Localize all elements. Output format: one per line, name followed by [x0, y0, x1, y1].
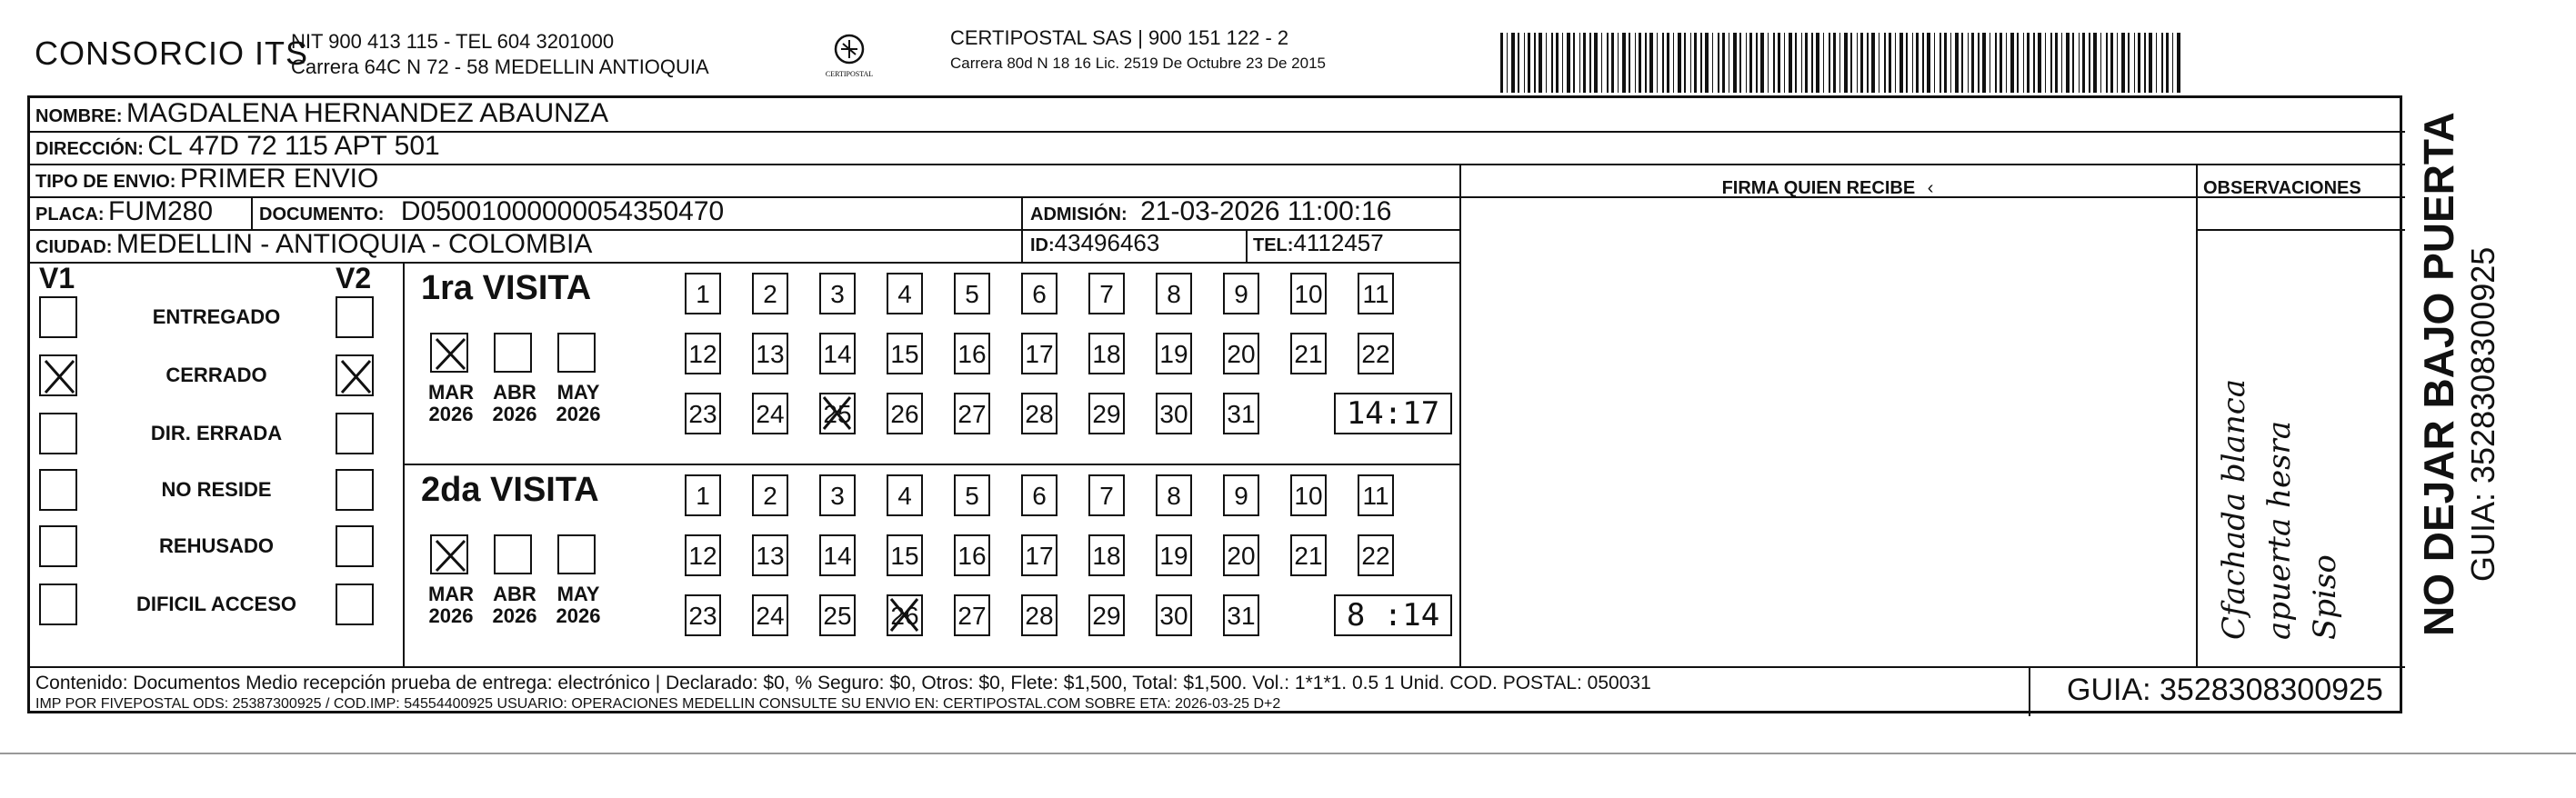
day-box[interactable]: 17 — [1021, 534, 1057, 576]
barcode-bar — [1768, 33, 1769, 93]
day-box[interactable]: 23 — [685, 594, 721, 636]
company-address: Carrera 64C N 72 - 58 MEDELLIN ANTIOQUIA — [291, 55, 709, 78]
nit-line: NIT 900 413 115 - TEL 604 3201000 — [291, 30, 615, 53]
barcode-bar — [1583, 33, 1586, 93]
placa-label: PLACA: — [35, 204, 105, 224]
month-checkbox[interactable] — [557, 333, 596, 373]
barcode-bar — [1562, 33, 1563, 93]
month-label — [546, 584, 610, 627]
day-box[interactable]: 16 — [954, 534, 990, 576]
barcode-bar — [1906, 33, 1908, 93]
month-year: 2026 — [492, 403, 537, 425]
day-box[interactable]: 30 — [1156, 594, 1192, 636]
barcode-bar — [2023, 33, 2024, 93]
v1-checkbox-0[interactable] — [39, 296, 77, 338]
day-box[interactable]: 28 — [1021, 393, 1057, 434]
documento-row — [259, 196, 724, 227]
visit-time[interactable]: 14:17 — [1334, 393, 1452, 434]
barcode-bar — [1857, 33, 1858, 93]
day-box[interactable]: 4 — [887, 474, 923, 516]
v2-checkbox-3[interactable] — [336, 469, 374, 511]
barcode-bar — [1829, 33, 1830, 93]
barcode-bar — [1594, 33, 1598, 93]
barcode-bar — [2134, 33, 2135, 93]
barcode-bar — [1816, 33, 1819, 93]
signature-area[interactable] — [1462, 231, 2194, 663]
company-info — [291, 29, 709, 80]
day-box[interactable]: 10 — [1290, 273, 1327, 314]
barcode-bar — [1805, 33, 1808, 93]
barcode-bar — [1899, 33, 1903, 93]
barcode-bar — [1746, 33, 1747, 93]
month-label — [419, 584, 483, 627]
barcode-bar — [2079, 33, 2080, 93]
month-checkbox[interactable] — [494, 333, 532, 373]
v1-checkbox-4[interactable] — [39, 525, 77, 567]
admision-value: 21-03-2026 11:00:16 — [1140, 196, 1392, 226]
barcode-bar — [1546, 33, 1547, 93]
visit-time[interactable]: 8 :14 — [1334, 594, 1452, 636]
v2-checkbox-1[interactable] — [336, 354, 374, 396]
barcode-bar — [2110, 33, 2113, 93]
placa-row — [35, 196, 213, 227]
barcode-bar — [1884, 33, 1886, 93]
day-box[interactable]: 11 — [1358, 474, 1394, 516]
tear-line — [0, 753, 2576, 754]
barcode-bar — [1982, 33, 1986, 93]
barcode-bar — [1795, 33, 1797, 93]
barcode-bar — [1784, 33, 1785, 93]
day-box[interactable]: 22 — [1358, 534, 1394, 576]
day-box[interactable]: 1 — [685, 474, 721, 516]
barcode-bar — [1934, 33, 1935, 93]
barcode-bar — [1867, 33, 1869, 93]
barcode-bar — [1539, 33, 1542, 93]
day-box[interactable]: 29 — [1088, 594, 1125, 636]
day-box[interactable]: 28 — [1021, 594, 1057, 636]
barcode-bar — [1995, 33, 1997, 93]
day-box[interactable]: 6 — [1021, 273, 1057, 314]
direccion-label: DIRECCIÓN: — [35, 139, 144, 159]
barcode-bar — [1839, 33, 1840, 93]
barcode-bar — [1500, 33, 1503, 93]
direccion-value: CL 47D 72 115 APT 501 — [147, 131, 440, 161]
day-box[interactable]: 31 — [1223, 393, 1259, 434]
barcode-bar — [2017, 33, 2019, 93]
month-label — [546, 382, 610, 425]
barcode-bar — [2172, 33, 2173, 93]
barcode-bar — [1778, 33, 1780, 93]
barcode-bar — [2128, 33, 2130, 93]
barcode-bar — [2006, 33, 2007, 93]
barcode-bar — [1756, 33, 1758, 93]
day-box[interactable]: 5 — [954, 273, 990, 314]
barcode-bar — [2010, 33, 2014, 93]
barcode-bar — [1639, 33, 1641, 93]
month-year: 2026 — [556, 403, 601, 425]
barcode-bar — [2072, 33, 2074, 93]
barcode-bar — [1860, 33, 1863, 93]
status-label: REHUSADO — [159, 534, 274, 557]
nombre-row — [35, 98, 608, 129]
barcode-bar — [1718, 33, 1719, 93]
barcode-bar — [1611, 33, 1614, 93]
barcode-bar — [1961, 33, 1963, 93]
logo-text: CERTIPOSTAL — [825, 70, 874, 78]
month-year: 2026 — [556, 604, 601, 627]
day-box[interactable]: 13 — [752, 333, 788, 374]
barcode-bar — [1912, 33, 1913, 93]
id-label: ID: — [1030, 235, 1055, 255]
barcode-bar — [1511, 33, 1515, 93]
v2-label: V2 — [336, 262, 372, 294]
tipo-label: TIPO DE ENVIO: — [35, 172, 176, 192]
v1-checkbox-5[interactable] — [39, 584, 77, 625]
barcode-bar — [1601, 33, 1602, 93]
barcode-bar — [2161, 33, 2163, 93]
barcode-bar — [1618, 33, 1619, 93]
barcode-bar — [1629, 33, 1630, 93]
barcode-bar — [1667, 33, 1669, 93]
guia-number: GUIA: 3528308300925 — [2067, 673, 2383, 707]
admision-row — [1030, 196, 1391, 227]
day-box[interactable]: 9 — [1223, 474, 1259, 516]
barcode-bar — [1944, 33, 1947, 93]
barcode-bar — [1518, 33, 1519, 93]
courier-info — [950, 25, 1326, 76]
footer-imp: IMP POR FIVEPOSTAL ODS: 25387300925 / COD.IMP: 54554400925 USUARIO: OPERACIONES MEDELLIN CONSULTE SU ENVIO EN: CERTIPOSTAL.COM SOBRE ETA: 2026-03-25 D+2 — [35, 696, 1281, 712]
observaciones-label: OBSERVACIONES — [2203, 178, 2361, 198]
barcode-bar — [2061, 33, 2062, 93]
barcode-bar — [1749, 33, 1752, 93]
status-label: CERRADO — [165, 364, 267, 386]
month-checkbox[interactable] — [430, 534, 468, 574]
tipo-row — [35, 164, 378, 195]
day-box[interactable]: 23 — [685, 393, 721, 434]
barcode-bar — [2000, 33, 2002, 93]
barcode-bar — [1801, 33, 1802, 93]
barcode-bar — [1657, 33, 1658, 93]
month-name: MAY — [556, 583, 600, 605]
day-box[interactable]: 14 — [819, 534, 856, 576]
firma-label: FIRMA QUIEN RECIBE — [1721, 178, 1916, 198]
barcode-bar — [2156, 33, 2157, 93]
day-box[interactable]: 12 — [685, 333, 721, 374]
documento-value: D05001000000054350470 — [400, 196, 725, 226]
day-box[interactable]: 27 — [954, 594, 990, 636]
firma-mark: ‹ — [1927, 178, 1934, 198]
barcode-bar — [1507, 33, 1508, 93]
day-box[interactable]: 21 — [1290, 333, 1327, 374]
barcode-bar — [2149, 33, 2152, 93]
day-box[interactable]: 13 — [752, 534, 788, 576]
month-year: 2026 — [428, 403, 474, 425]
barcode-bar — [1662, 33, 1664, 93]
company-name: CONSORCIO ITS — [35, 35, 309, 72]
ciudad-label: CIUDAD: — [35, 237, 113, 257]
firma-header — [1459, 178, 2196, 199]
barcode-bar — [1978, 33, 1980, 93]
side-guia: GUIA: 3528308300925 — [2464, 246, 2501, 582]
day-box[interactable]: 11 — [1358, 273, 1394, 314]
barcode-bar — [2066, 33, 2070, 93]
v1-checkbox-2[interactable] — [39, 413, 77, 454]
month-name: MAR — [427, 381, 475, 404]
barcode-bar — [1968, 33, 1969, 93]
v2-checkbox-0[interactable] — [336, 296, 374, 338]
documento-label: DOCUMENTO: — [259, 204, 385, 224]
month-year: 2026 — [492, 604, 537, 627]
barcode-bar — [2089, 33, 2090, 93]
day-box[interactable]: 1 — [685, 273, 721, 314]
barcode-bar — [1645, 33, 1647, 93]
day-box[interactable]: 26 — [887, 594, 923, 636]
day-box[interactable]: 18 — [1088, 333, 1125, 374]
observacion-line: Spiso — [2307, 554, 2343, 640]
nombre-value: MAGDALENA HERNANDEZ ABAUNZA — [126, 98, 609, 128]
day-box[interactable]: 31 — [1223, 594, 1259, 636]
day-box[interactable]: 6 — [1021, 474, 1057, 516]
day-box[interactable]: 21 — [1290, 534, 1327, 576]
barcode-bar — [1567, 33, 1570, 93]
barcode-bar — [1940, 33, 1941, 93]
certipostal-logo — [823, 29, 876, 82]
day-box[interactable]: 8 — [1156, 474, 1192, 516]
day-box[interactable]: 27 — [954, 393, 990, 434]
barcode-bar — [1579, 33, 1580, 93]
direccion-row — [35, 131, 440, 162]
status-label: DIFICIL ACCESO — [135, 593, 296, 615]
month-name: ABR — [493, 381, 536, 404]
tel-row — [1253, 229, 1384, 257]
barcode-bar — [1649, 33, 1653, 93]
visit-title: 2da VISITA — [421, 471, 599, 509]
day-box[interactable]: 29 — [1088, 393, 1125, 434]
admision-label: ADMISIÓN: — [1030, 204, 1128, 224]
v1-label: V1 — [39, 262, 75, 294]
day-box[interactable]: 10 — [1290, 474, 1327, 516]
day-box[interactable]: 22 — [1358, 333, 1394, 374]
barcode-bar — [1573, 33, 1575, 93]
barcode-bar — [2045, 33, 2046, 93]
day-box[interactable]: 25 — [819, 594, 856, 636]
barcode-bar — [1955, 33, 1959, 93]
status-label: ENTREGADO — [152, 305, 281, 328]
observacion-line: apuerta hesra — [2261, 420, 2298, 640]
v2-checkbox-5[interactable] — [336, 584, 374, 625]
barcode-bar — [1722, 33, 1725, 93]
barcode-bar — [1760, 33, 1764, 93]
day-box[interactable]: 14 — [819, 333, 856, 374]
barcode-bar — [2050, 33, 2052, 93]
v2-checkbox-4[interactable] — [336, 525, 374, 567]
id-row — [1030, 229, 1159, 257]
barcode-bar — [1773, 33, 1775, 93]
barcode-bar — [1589, 33, 1591, 93]
barcode-bar — [2027, 33, 2030, 93]
barcode-bar — [1705, 33, 1709, 93]
barcode-bar — [2144, 33, 2146, 93]
v1-checkbox-1[interactable] — [39, 354, 77, 396]
barcode-bar — [1607, 33, 1609, 93]
day-box[interactable]: 4 — [887, 273, 923, 314]
barcode-bar — [2177, 33, 2180, 93]
day-box[interactable]: 15 — [887, 333, 923, 374]
barcode-bar — [1844, 33, 1848, 93]
status-label: NO RESIDE — [161, 478, 272, 501]
barcode-bar — [2106, 33, 2108, 93]
tipo-value: PRIMER ENVIO — [179, 164, 379, 194]
courier-address: Carrera 80d N 18 16 Lic. 2519 De Octubre 23 De 2015 — [950, 55, 1326, 72]
day-box[interactable]: 15 — [887, 534, 923, 576]
barcode-bar — [2138, 33, 2140, 93]
barcode-bar — [2033, 33, 2035, 93]
day-box[interactable]: 30 — [1156, 393, 1192, 434]
barcode-bar — [1833, 33, 1836, 93]
barcode-bar — [2055, 33, 2058, 93]
month-label — [483, 382, 546, 425]
day-box[interactable]: 16 — [954, 333, 990, 374]
barcode-bar — [1922, 33, 1924, 93]
barcode-bar — [1895, 33, 1896, 93]
barcode-bar — [1789, 33, 1792, 93]
v2-checkbox-2[interactable] — [336, 413, 374, 454]
barcode-bar — [1528, 33, 1530, 93]
barcode-bar — [1678, 33, 1681, 93]
barcode-bar — [1556, 33, 1559, 93]
day-box[interactable]: 17 — [1021, 333, 1057, 374]
barcode-bar — [1823, 33, 1824, 93]
barcode-bar — [1889, 33, 1891, 93]
barcode-bar — [1622, 33, 1626, 93]
day-box[interactable]: 2 — [752, 474, 788, 516]
day-box[interactable]: 20 — [1223, 534, 1259, 576]
month-label — [419, 382, 483, 425]
barcode-bar — [1712, 33, 1713, 93]
month-checkbox[interactable] — [494, 534, 532, 574]
ciudad-row — [35, 229, 592, 260]
observacion-line: Cfachada blanca — [2216, 378, 2252, 640]
barcode-bar — [2082, 33, 2085, 93]
month-name: MAY — [556, 381, 600, 404]
day-box[interactable]: 7 — [1088, 474, 1125, 516]
visit-title: 1ra VISITA — [421, 269, 592, 307]
day-box[interactable]: 25 — [819, 393, 856, 434]
barcode-bar — [1673, 33, 1674, 93]
barcode-bar — [2100, 33, 2101, 93]
day-box[interactable]: 26 — [887, 393, 923, 434]
barcode-bar — [1971, 33, 1974, 93]
courier-line: CERTIPOSTAL SAS | 900 151 122 - 2 — [950, 26, 1289, 49]
status-label: DIR. ERRADA — [150, 422, 283, 444]
observaciones-notes — [2198, 231, 2403, 663]
day-box[interactable]: 20 — [1223, 333, 1259, 374]
day-box[interactable]: 24 — [752, 393, 788, 434]
barcode-bar — [1684, 33, 1686, 93]
barcode-bar — [1524, 33, 1525, 93]
barcode-bar — [1551, 33, 1553, 93]
footer-content: Contenido: Documentos Medio recepción prueba de entrega: electrónico | Declarado: $0, % Seguro: $0, Otros: $0, Flete: $1,500, Total: $1,500. Vol.: 1*1*1. 0.5 1 Unid. COD. POSTAL: 050031 — [35, 673, 1651, 693]
side-warning: NO DEJAR BAJO PUERTA — [2415, 112, 2462, 636]
barcode-bar — [2093, 33, 2097, 93]
barcode-bar — [1534, 33, 1536, 93]
barcode-bar — [1635, 33, 1636, 93]
month-checkbox[interactable] — [557, 534, 596, 574]
day-box[interactable]: 24 — [752, 594, 788, 636]
barcode-bar — [1950, 33, 1951, 93]
barcode — [1500, 33, 2182, 93]
day-box[interactable]: 18 — [1088, 534, 1125, 576]
day-box[interactable]: 19 — [1156, 534, 1192, 576]
barcode-bar — [2166, 33, 2169, 93]
month-name: ABR — [493, 583, 536, 605]
day-box[interactable]: 19 — [1156, 333, 1192, 374]
barcode-bar — [1690, 33, 1691, 93]
day-box[interactable]: 3 — [819, 474, 856, 516]
day-box[interactable]: 12 — [685, 534, 721, 576]
tel-value: 4112457 — [1293, 229, 1384, 256]
barcode-bar — [1694, 33, 1697, 93]
tel-label: TEL: — [1253, 235, 1294, 255]
day-box[interactable]: 3 — [819, 273, 856, 314]
day-box[interactable]: 8 — [1156, 273, 1192, 314]
month-name: MAR — [427, 583, 475, 605]
month-label — [483, 584, 546, 627]
day-box[interactable]: 7 — [1088, 273, 1125, 314]
id-value: 43496463 — [1054, 229, 1160, 256]
barcode-bar — [1850, 33, 1852, 93]
month-checkbox[interactable] — [430, 333, 468, 373]
v1-checkbox-3[interactable] — [39, 469, 77, 511]
barcode-bar — [1811, 33, 1813, 93]
day-box[interactable]: 2 — [752, 273, 788, 314]
day-box[interactable]: 9 — [1223, 273, 1259, 314]
delivery-form — [27, 95, 2402, 713]
placa-value: FUM280 — [108, 196, 214, 226]
nombre-label: NOMBRE: — [35, 106, 123, 126]
barcode-bar — [1733, 33, 1737, 93]
barcode-bar — [1927, 33, 1930, 93]
day-box[interactable]: 5 — [954, 474, 990, 516]
barcode-bar — [2038, 33, 2041, 93]
ciudad-value: MEDELLIN - ANTIOQUIA - COLOMBIA — [115, 229, 593, 259]
barcode-bar — [1871, 33, 1875, 93]
barcode-bar — [1916, 33, 1919, 93]
month-year: 2026 — [428, 604, 474, 627]
barcode-bar — [1700, 33, 1702, 93]
barcode-bar — [2121, 33, 2125, 93]
barcode-bar — [1739, 33, 1741, 93]
barcode-bar — [2117, 33, 2118, 93]
